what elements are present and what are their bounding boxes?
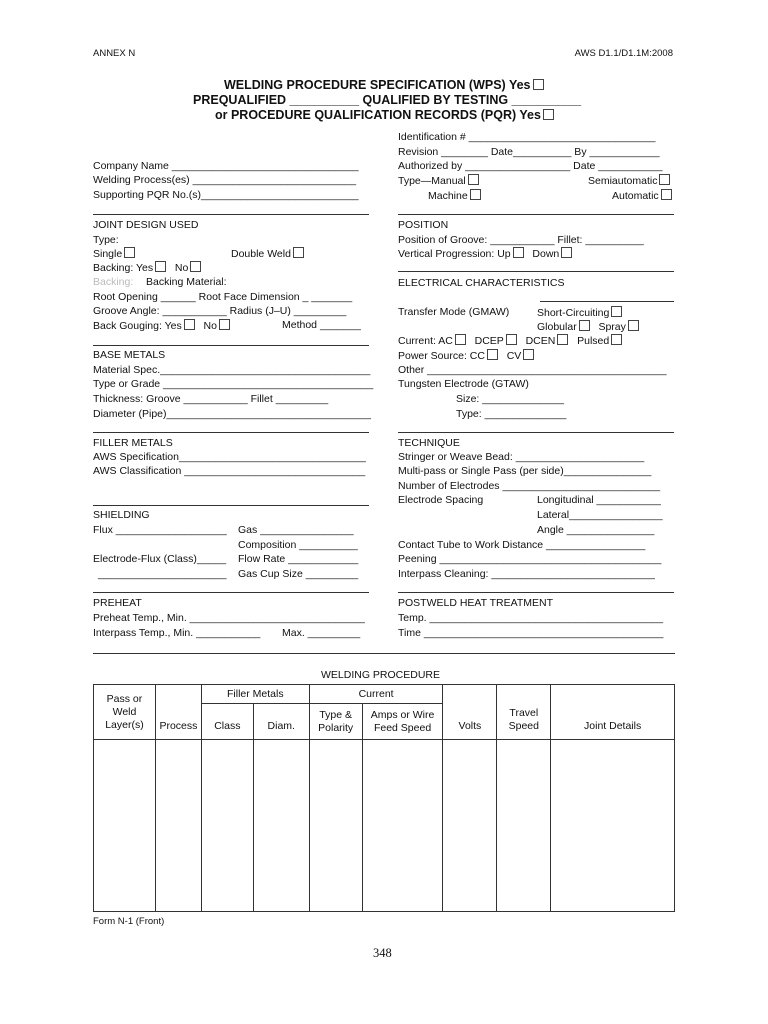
col-pass-header: Pass or Weld Layer(s) [94,685,156,740]
col-type-polarity-header: Type & Polarity [309,704,362,740]
semiautomatic-option[interactable]: Semiautomatic [588,174,670,187]
current-option[interactable]: Current: AC DCEP DCEN Pulsed [398,334,622,347]
pulsed-checkbox[interactable] [611,334,622,345]
double-weld-checkbox[interactable] [293,247,304,258]
groove-angle-field[interactable]: Groove Angle: ___________ Radius (J–U) _________ [93,305,347,317]
back-gouging-yes-checkbox[interactable] [184,319,195,330]
page-number: 348 [373,946,392,960]
backing-no-checkbox[interactable] [190,261,201,272]
joint-design-heading: JOINT DESIGN USED [93,219,199,231]
groove-position-field[interactable]: Position of Groove: ___________ Fillet: __________ [398,234,644,246]
transfer-mode-label: Transfer Mode (GMAW) [398,306,510,318]
aws-specification-field[interactable]: AWS Specification________________________________ [93,451,366,463]
table-cell[interactable] [443,740,497,912]
back-gouging-no-checkbox[interactable] [219,319,230,330]
col-amps-header: Amps or Wire Feed Speed [362,704,443,740]
multipass-field[interactable]: Multi-pass or Single Pass (per side)_______________ [398,465,652,477]
angle-field[interactable]: Angle _______________ [537,524,655,536]
revision-field[interactable]: Revision ________ Date__________ By ____________ [398,146,660,158]
machine-option[interactable]: Machine [428,189,481,202]
table-cell[interactable] [309,740,362,912]
welding-procedure-caption: WELDING PROCEDURE [321,669,441,681]
ac-checkbox[interactable] [455,334,466,345]
table-cell[interactable] [155,740,201,912]
base-metals-heading: BASE METALS [93,349,166,361]
table-cell[interactable] [551,740,675,912]
electrode-flux-field[interactable]: Electrode-Flux (Class)_____ [93,553,227,565]
divider [93,432,369,433]
identification-field[interactable]: Identification # ________________________________ [398,131,656,143]
interpass-cleaning-field[interactable]: Interpass Cleaning: ____________________________ [398,568,655,580]
table-cell[interactable] [253,740,309,912]
automatic-option[interactable]: Automatic [612,189,672,202]
col-travel-header: Travel Speed [497,685,551,740]
type-manual-option[interactable]: Type—Manual [398,174,479,187]
number-electrodes-field[interactable]: Number of Electrodes ___________________________ [398,480,661,492]
globular-checkbox[interactable] [579,320,590,331]
col-process-header: Process [155,685,201,740]
wps-yes-checkbox[interactable] [533,79,544,90]
material-spec-field[interactable]: Material Spec.____________________________________ [93,364,371,376]
power-source-option[interactable]: Power Source: CC CV [398,349,534,362]
backing-faded-label: Backing: [93,276,134,288]
joint-type-label: Type: [93,234,119,246]
title-line-3: or PROCEDURE QUALIFICATION RECORDS (PQR) Yes [215,108,554,122]
preheat-heading: PREHEAT [93,597,142,609]
stringer-field[interactable]: Stringer or Weave Bead: ______________________ [398,451,645,463]
pqr-yes-checkbox[interactable] [543,109,554,120]
interpass-temp-field[interactable]: Interpass Temp., Min. ___________ [93,627,261,639]
welding-procedure-table [93,684,675,912]
short-circuiting-checkbox[interactable] [611,306,622,317]
method-field[interactable]: Method _______ [282,319,361,331]
company-name-field[interactable]: Company Name ________________________________ [93,160,359,172]
pwht-time-field[interactable]: Time _________________________________________ [398,627,664,639]
flux-field[interactable]: Flux ___________________ [93,524,227,536]
table-cell[interactable] [362,740,443,912]
dcep-checkbox[interactable] [506,334,517,345]
longitudinal-field[interactable]: Longitudinal ___________ [537,494,661,506]
down-checkbox[interactable] [561,247,572,258]
single-option[interactable]: Single [93,247,135,260]
manual-checkbox[interactable] [468,174,479,185]
vertical-progression-option[interactable]: Vertical Progression: Up Down [398,247,572,260]
peening-field[interactable]: Peening ______________________________________ [398,553,662,565]
semiautomatic-checkbox[interactable] [659,174,670,185]
shielding-heading: SHIELDING [93,509,150,521]
authorized-field[interactable]: Authorized by __________________ Date ___________ [398,160,663,172]
machine-checkbox[interactable] [470,189,481,200]
tungsten-label: Tungsten Electrode (GTAW) [398,378,529,390]
divider [398,432,674,433]
col-diam-header: Diam. [253,704,309,740]
divider [93,592,369,593]
divider [93,653,675,654]
thickness-field[interactable]: Thickness: Groove ___________ Fillet _________ [93,393,329,405]
tungsten-size-field[interactable]: Size: ______________ [456,393,565,405]
divider [93,214,369,215]
aws-classification-field[interactable]: AWS Classification _______________________________ [93,465,366,477]
gas-field[interactable]: Gas ________________ [238,524,354,536]
cc-checkbox[interactable] [487,349,498,360]
col-joint-details-header: Joint Details [551,685,675,740]
electrode-flux-blank[interactable]: ______________________ [98,568,227,580]
electrical-heading: ELECTRICAL CHARACTERISTICS [398,277,565,289]
short-circuiting-option[interactable]: Short-Circuiting [537,306,622,319]
divider [93,345,369,346]
divider [398,214,674,215]
spray-checkbox[interactable] [628,320,639,331]
gas-cup-size-field[interactable]: Gas Cup Size _________ [238,568,359,580]
filler-metals-heading: FILLER METALS [93,437,173,449]
table-cell[interactable] [201,740,253,912]
position-heading: POSITION [398,219,449,231]
double-weld-option[interactable]: Double Weld [231,247,304,260]
form-number: Form N-1 (Front) [93,916,165,927]
diameter-field[interactable]: Diameter (Pipe)___________________________________ [93,408,371,420]
standard-label: AWS D1.1/D1.1M:2008 [574,48,673,59]
single-checkbox[interactable] [124,247,135,258]
pwht-temp-field[interactable]: Temp. ________________________________________ [398,612,664,624]
contact-tube-field[interactable]: Contact Tube to Work Distance _________________ [398,539,646,551]
title-line-2: PREQUALIFIED __________ QUALIFIED BY TESTING __________ [193,93,582,107]
table-cell[interactable] [497,740,551,912]
automatic-checkbox[interactable] [661,189,672,200]
interpass-max-field[interactable]: Max. _________ [282,627,361,639]
col-volts-header: Volts [443,685,497,740]
preheat-temp-field[interactable]: Preheat Temp., Min. ______________________________ [93,612,365,624]
electrode-spacing-label: Electrode Spacing [398,494,484,506]
welding-process-field[interactable]: Welding Process(es) ____________________________ [93,174,357,186]
pwht-heading: POSTWELD HEAT TREATMENT [398,597,553,609]
root-opening-field[interactable]: Root Opening ______ Root Face Dimension _ _______ [93,291,353,303]
technique-heading: TECHNIQUE [398,437,460,449]
backing-yes-checkbox[interactable] [155,261,166,272]
back-gouging-option[interactable]: Back Gouging: Yes No [93,319,230,332]
transfer-blank-line [540,301,674,302]
up-checkbox[interactable] [513,247,524,258]
annex-label: ANNEX N [93,48,136,59]
globular-option[interactable]: Globular Spray [537,320,639,333]
divider [93,505,369,506]
cv-checkbox[interactable] [523,349,534,360]
filler-metals-group-header: Filler Metals [201,685,309,704]
tungsten-type-field[interactable]: Type: ______________ [456,408,567,420]
lateral-field[interactable]: Lateral________________ [537,509,663,521]
backing-material-field[interactable]: Backing Material: [146,276,227,288]
table-cell[interactable] [94,740,156,912]
divider [398,592,674,593]
type-grade-field[interactable]: Type or Grade ____________________________________ [93,378,374,390]
current-group-header: Current [309,685,443,704]
title-line-1: WELDING PROCEDURE SPECIFICATION (WPS) Yes [224,78,544,92]
backing-option[interactable]: Backing: Yes No [93,261,201,274]
other-field[interactable]: Other _________________________________________ [398,364,667,376]
col-class-header: Class [201,704,253,740]
supporting-pqr-field[interactable]: Supporting PQR No.(s)___________________________ [93,189,359,201]
flow-rate-field[interactable]: Flow Rate ____________ [238,553,359,565]
divider [398,271,674,272]
composition-field[interactable]: Composition __________ [238,539,358,551]
dcen-checkbox[interactable] [557,334,568,345]
